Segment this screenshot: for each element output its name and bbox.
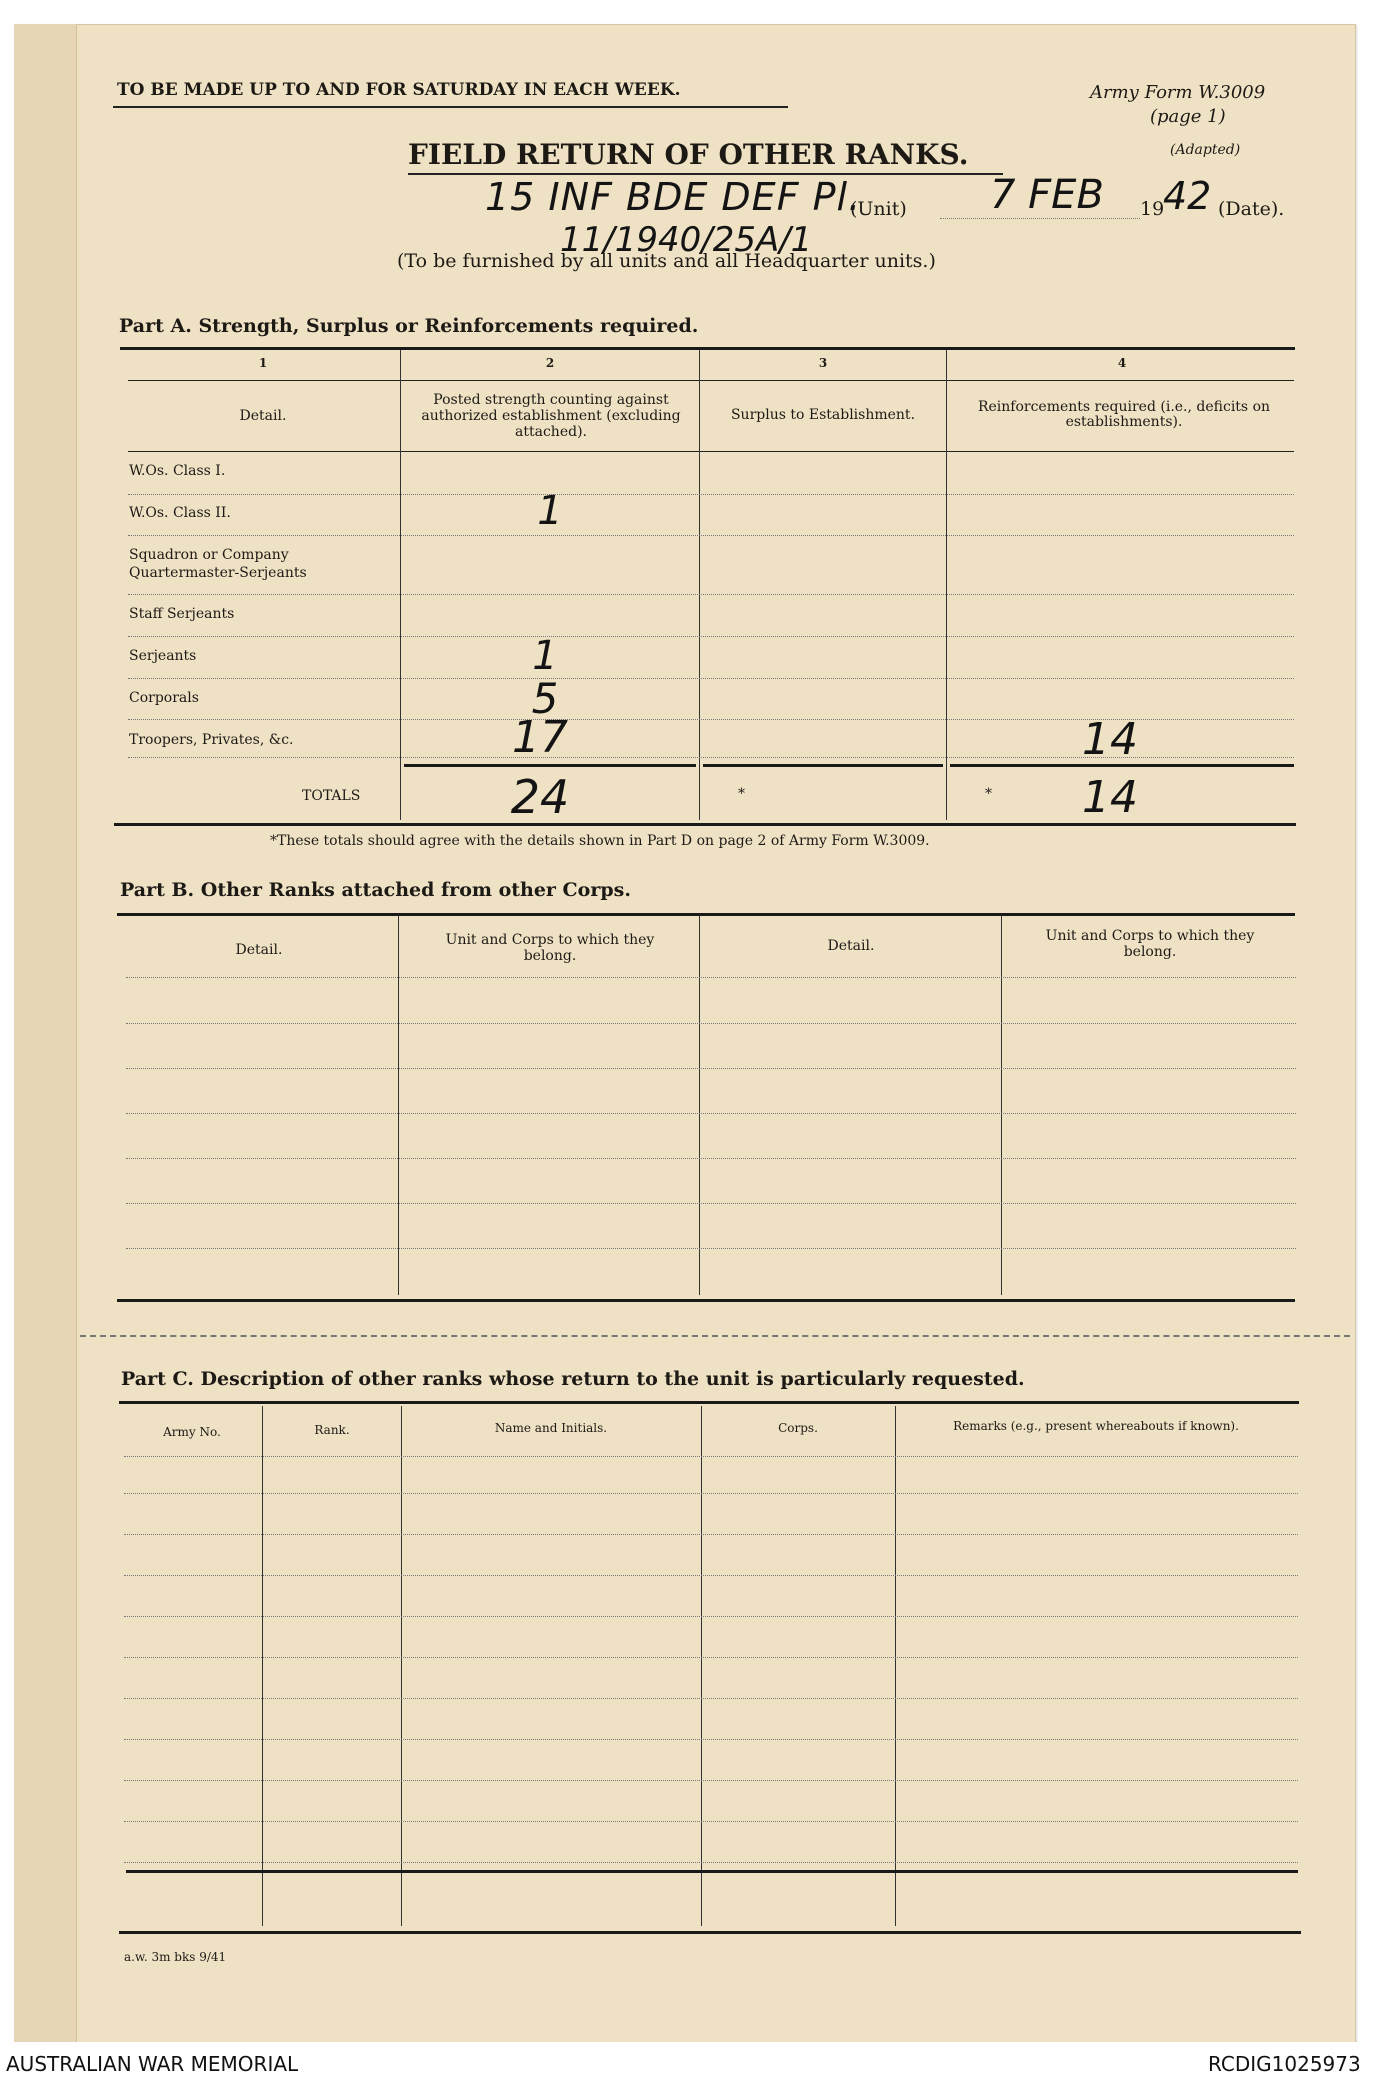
year-handwritten: 42 [1163,174,1212,218]
footer-record-id: RCDIG1025973 [1208,2052,1361,2076]
part-b-row-rule [126,1158,1296,1159]
totals-reinf-mark: * [985,786,992,802]
part-b-row-rule [126,1203,1296,1204]
reference-handwritten: 11/1940/25A/1 [560,220,813,260]
part-a-heading: Part A. Strength, Surplus or Reinforcements required. [119,315,699,337]
part-a-top-rule [120,347,1295,350]
posted-corporals-value: 5 [531,674,559,723]
date-handwritten: 7 FEB [990,172,1104,218]
footer-institution: AUSTRALIAN WAR MEMORIAL [6,2052,299,2076]
part-b-col-unit-1: Unit and Corps to which they belong. [445,932,655,964]
part-c-row-rule [124,1575,1298,1576]
totals-surplus-mark: * [738,786,745,802]
perforation-line [80,1335,1350,1337]
col-header-rule [128,451,1294,452]
col-header-posted: Posted strength counting against authorized establishment (excluding attached). [421,392,681,440]
page-title: FIELD RETURN OF OTHER RANKS. [408,138,969,171]
totals-footnote: *These totals should agree with the details shown in Part D on page 2 of Army Form W.3009. [270,833,930,849]
unit-handwritten: 15 INF BDE DEF Pl. [485,175,862,219]
part-b-col-unit-2: Unit and Corps to which they belong. [1045,928,1255,960]
col-number-3: 3 [818,356,828,370]
totals-posted-value: 24 [510,770,570,824]
part-a-bottom-rule [114,823,1296,826]
part-a-vline-3 [946,350,947,820]
row-label-wo-class-2: W.Os. Class II. [129,505,231,521]
part-b-col-detail-1: Detail. [235,942,283,958]
part-b-row-rule [126,1023,1296,1024]
part-b-vline-3 [1001,915,1002,1295]
part-a-row-rule [128,494,1294,495]
part-c-row-rule [124,1456,1298,1457]
print-code: a.w. 3m bks 9/41 [124,1950,227,1964]
part-c-lower-rule [126,1870,1298,1873]
posted-wo-class-2-value: 1 [537,488,563,534]
part-c-row-rule [124,1739,1298,1740]
adapted-note: (Adapted) [1170,142,1241,158]
part-c-col-army-no: Army No. [163,1425,221,1439]
totals-label: TOTALS [302,788,361,804]
part-b-top-rule [117,913,1295,916]
posted-serjeants-value: 1 [532,633,558,679]
part-c-row-rule [124,1780,1298,1781]
row-label-corporals: Corporals [129,690,199,706]
part-c-vline-4 [895,1406,896,1926]
reinf-troopers-value: 14 [1082,714,1138,765]
year-prefix: 19 [1140,198,1165,220]
part-a-row-rule [128,594,1294,595]
part-c-row-rule [124,1657,1298,1658]
part-b-row-rule [126,977,1296,978]
part-c-row-rule [124,1493,1298,1494]
part-c-row-rule [124,1862,1298,1863]
page-number: (page 1) [1150,106,1226,127]
part-c-row-rule [124,1616,1298,1617]
part-a-vline-1 [400,350,401,820]
totals-rule-col4 [950,764,1294,767]
part-b-heading: Part B. Other Ranks attached from other Corps. [120,879,631,901]
part-c-row-rule [124,1698,1298,1699]
date-label: (Date). [1218,198,1285,220]
totals-reinf-value: 14 [1082,772,1138,823]
posted-troopers-value: 17 [512,712,568,763]
part-b-row-rule [126,1113,1296,1114]
date-dotted-line [940,218,1140,219]
part-b-row-rule [126,1248,1296,1249]
col-number-1: 1 [258,356,268,370]
totals-rule-col3 [703,764,943,767]
row-label-serjeants: Serjeants [129,648,197,664]
part-a-row-rule [128,678,1294,679]
col-header-surplus: Surplus to Establishment. [730,407,916,423]
part-b-row-rule [126,1068,1296,1069]
row-label-troopers: Troopers, Privates, &c. [129,732,294,748]
part-c-vline-3 [701,1406,702,1926]
instruction-text: TO BE MADE UP TO AND FOR SATURDAY IN EACH WEEK. [117,80,681,100]
part-c-col-remarks: Remarks (e.g., present whereabouts if known). [953,1419,1239,1433]
part-c-row-rule [124,1534,1298,1535]
part-c-heading: Part C. Description of other ranks whose return to the unit is particularly requested. [121,1368,1025,1390]
part-c-col-rank: Rank. [314,1423,350,1437]
col-number-2: 2 [545,356,555,370]
col-number-rule [128,380,1294,381]
furnish-note: (To be furnished by all units and all Headquarter units.) [397,250,936,272]
instruction-underline [113,106,788,108]
part-c-col-corps: Corps. [778,1421,818,1435]
part-c-top-rule [119,1401,1299,1404]
part-b-col-detail-2: Detail. [827,938,875,954]
part-c-col-name: Name and Initials. [494,1421,608,1435]
form-number: Army Form W.3009 [1090,82,1266,103]
paper-fold-edge [14,24,77,2042]
archive-footer [0,2042,1391,2082]
part-b-vline-2 [699,915,700,1295]
row-label-cqms: Squadron or Company Quartermaster-Serjeants [129,547,307,581]
row-label-staff-serjeants: Staff Serjeants [129,606,235,622]
unit-label: (Unit) [850,198,907,220]
part-a-row-rule [128,535,1294,536]
col-header-reinforcements: Reinforcements required (i.e., deficits on establishments). [977,399,1271,430]
col-header-detail: Detail. [239,408,287,424]
row-label-wo-class-1: W.Os. Class I. [129,463,226,479]
part-c-bottom-rule [119,1931,1301,1934]
part-c-vline-2 [401,1406,402,1926]
totals-rule-col2 [404,764,696,767]
part-c-vline-1 [262,1406,263,1926]
part-b-bottom-rule [117,1299,1295,1302]
part-c-row-rule [124,1821,1298,1822]
part-a-vline-2 [699,350,700,820]
part-a-row-rule [128,636,1294,637]
part-b-vline-1 [398,915,399,1295]
col-number-4: 4 [1117,356,1127,370]
